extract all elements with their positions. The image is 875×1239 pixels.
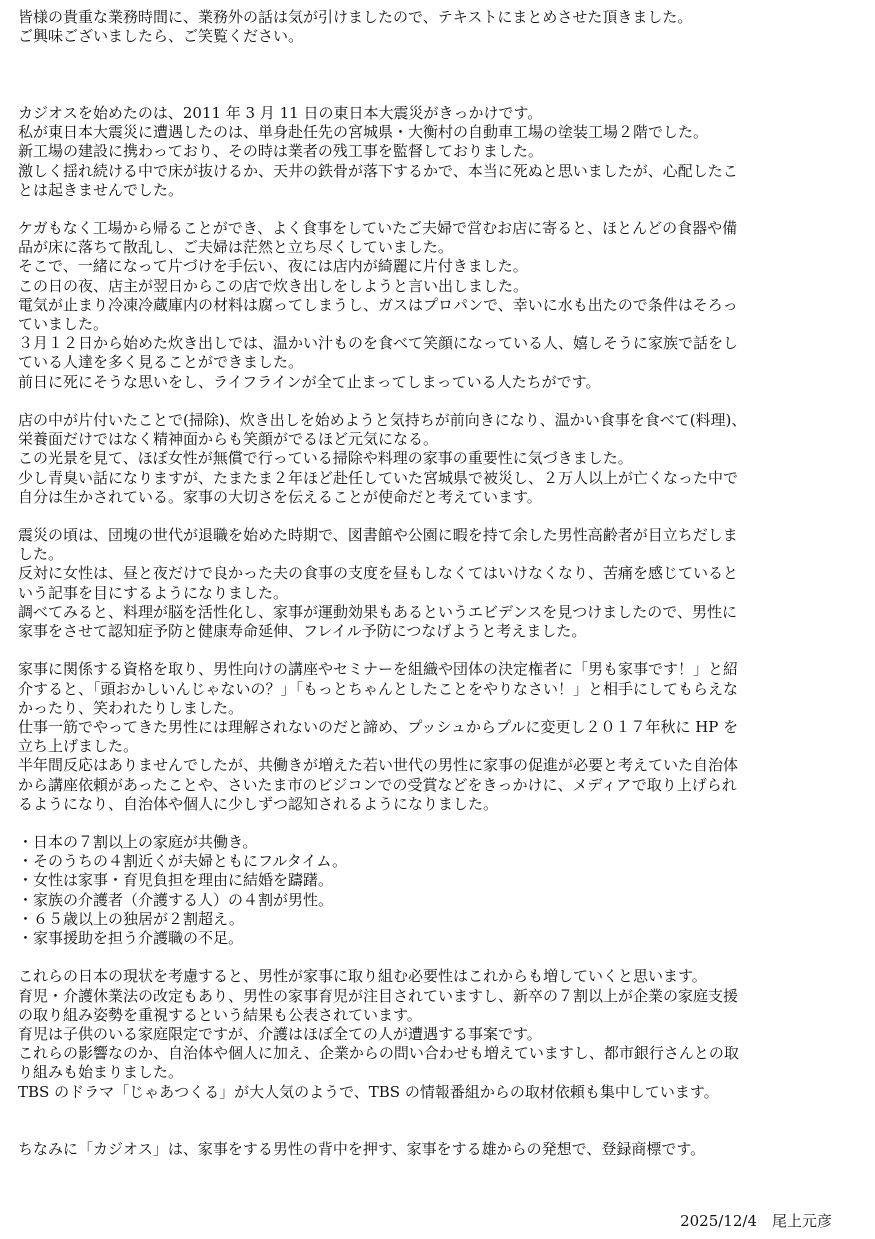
text-line: ていました。 (18, 315, 109, 333)
paragraph-spacer (18, 1102, 859, 1121)
text-line: るようになり、自治体や個人に少しずつ認知されるようになりました。 (18, 794, 499, 813)
text-line: かったり、笑われたりしました。 (18, 698, 244, 717)
paragraph (18, 219, 859, 411)
text-line: とは起きませんでした。 (18, 180, 184, 199)
text-line: 激しく揺れ続ける中で床が抜けるか、天井の鉄骨が落下するかで、本当に死ぬと思いましたが、心配したこ (18, 161, 738, 180)
paragraph-spacer (18, 392, 859, 411)
text-line: した。 (18, 545, 64, 564)
text-line: ・６５歳以上の独居が２割超え。 (18, 909, 244, 928)
text-line: カジオスを始めたのは、2011 年 3 月 11 日の東日本大震災がきっかけです。 (18, 103, 543, 122)
signature-line: 2025/12/4 尾上元彦 (680, 1212, 832, 1230)
paragraph-spacer (18, 948, 859, 967)
paragraph (18, 104, 859, 219)
text-line: 私が東日本大震災に遭遇したのは、単身赴任先の宮城県・大衡村の自動車工場の塗装工場２階でした。 (18, 123, 709, 142)
paragraph-spacer (18, 507, 859, 526)
paragraph-spacer (18, 200, 859, 219)
text-line: 電気が止まり冷凍冷蔵庫内の材料は腐ってしまうし、ガスはプロパンで、幸いに水も出たので条件はそろっ (18, 295, 738, 314)
paragraph (18, 967, 859, 1140)
text-line: 家事をさせて認知症予防と健康寿命延伸、フレイル予防につなげようと考えました。 (18, 622, 587, 640)
paragraph (18, 660, 859, 833)
text-line: ・家事援助を担う介護職の不足。 (18, 929, 244, 947)
paragraph-spacer (18, 1121, 859, 1140)
text-line: 調べてみると、料理が脳を活性化し、家事が運動効果もあるというエビデンスを見つけましたので、男性に (18, 602, 737, 621)
document-body (18, 8, 859, 1159)
text-line: ・日本の７割以上の家庭が共働き。 (18, 833, 258, 852)
text-line: そこで、一緒になって片づけを手伝い、夜には店内が綺麗に片付きました。 (18, 257, 528, 276)
text-line: この光景を見て、ほぼ女性が無償で行っている掃除や料理の家事の重要性に気づきました。 (18, 449, 633, 468)
text-line: 震災の頃は、団塊の世代が退職を始めた時期で、図書館や公園に暇を持て余した男性高齢者が目立ちだしま (18, 526, 738, 545)
paragraph-spacer (18, 66, 859, 85)
text-line: 前日に死にそうな思いをし、ライフラインが全て止まってしまっている人たちがです。 (18, 372, 601, 391)
text-line: ・そのうちの４割近くが夫婦ともにフルタイム。 (18, 852, 347, 871)
text-line: 半年間反応はありませんでしたが、共働きが増えた若い世代の男性に家事の促進が必要と考えていた自治体 (18, 756, 739, 775)
paragraph (18, 833, 859, 967)
text-line: ケガもなく工場から帰ることができ、よく食事をしていたご夫婦で営むお店に寄ると、ほとんどの食器や備 (18, 219, 738, 238)
text-line: いう記事を目にするようになりました。 (18, 583, 289, 602)
paragraph-spacer (18, 814, 859, 833)
text-line: り組みも始まりました。 (18, 1063, 184, 1082)
text-line: 栄養面だけではなく精神面からも笑顔がでるほど元気になる。 (18, 430, 439, 449)
paragraph-spacer (18, 46, 859, 65)
text-line: 育児・介護休業法の改定もあり、男性の家事育児が注目されていますし、新卒の７割以上が企業の家庭支援 (18, 986, 739, 1005)
text-line: 品が床に落ちて散乱し、ご夫婦は茫然と立ち尽くしていました。 (18, 238, 453, 257)
paragraph (18, 1140, 859, 1159)
paragraph-spacer (18, 85, 859, 104)
text-line: 反対に女性は、昼と夜だけで良かった夫の食事の支度を昼もしなくてはいけなくなり、苦痛を感じていると (18, 564, 739, 583)
text-line: ・家族の介護者（介護する人）の４割が男性。 (18, 890, 334, 909)
text-line: TBS のドラマ「じゃあつくる」が大人気のようで、TBS の情報番組からの取材依頼も集中しています。 (18, 1082, 719, 1101)
text-line: 仕事一筋でやってきた男性には理解されないのだと諦め、プッシュからプルに変更し２０１７年秋に HP を (18, 717, 739, 736)
text-line: これらの日本の現状を考慮すると、男性が家事に取り組む必要性はこれからも増していくと思います。 (18, 967, 707, 986)
text-line: 自分は生かされている。家事の大切さを伝えることが使命だと考えています。 (18, 487, 542, 506)
text-line: ３月１２日から始めた炊き出しでは、温かい汁ものを食べて笑顔になっている人、嬉しそうに家族で話をし (18, 334, 739, 353)
text-line: ている人達を多く見ることができました。 (18, 353, 304, 372)
text-line: 家事に関係する資格を取り、男性向けの講座やセミナーを組織や団体の決定権者に「男も家事です！」と紹 (18, 660, 739, 679)
text-line: 少し青臭い話になりますが、たまたま２年ほど赴任していた宮城県で被災し、２万人以上が亡くなった中で (18, 468, 739, 487)
text-line: ご興味ございましたら、ご笑覧ください。 (18, 27, 304, 46)
text-line: これらの影響なのか、自治体や個人に加え、企業からの問い合わせも増えていますし、都市銀行さんとの取 (18, 1044, 739, 1063)
text-line: 店の中が片付いたことで(掃除)、炊き出しを始めようと気持ちが前向きになり、温かい食事を食べて(料理)、 (18, 410, 747, 429)
text-line: 介すると、「頭おかしいんじゃないの？」「もっとちゃんとしたことをやりなさい！」と相手にしてもらえな (18, 679, 739, 698)
text-line: ちなみに「カジオス」は、家事をする男性の背中を押す、家事をする雄からの発想で、登録商標です。 (18, 1140, 706, 1159)
text-line: 新工場の建設に携わっており、その時は業者の残工事を監督しておりました。 (18, 142, 543, 161)
text-line: この日の夜、店主が翌日からこの店で炊き出しをしようと言い出しました。 (18, 276, 529, 295)
text-line: ・女性は家事・育児負担を理由に結婚を躊躇。 (18, 871, 334, 890)
text-line: 皆様の貴重な業務時間に、業務外の話は気が引けましたので、テキストにまとめさせた頂きました。 (18, 8, 693, 26)
text-line: の取り組み姿勢を重視するという結果も公表されています。 (18, 1005, 422, 1024)
paragraph (18, 411, 859, 526)
paragraph (18, 526, 859, 660)
paragraph (18, 8, 859, 104)
text-line: から講座依頼があったことや、さいたま市のビジコンでの受賞などをきっかけに、メディアで取り上げられ (18, 775, 737, 794)
text-line: 育児は子供のいる家庭限定ですが、介護はほぼ全ての人が遭遇する事案です。 (18, 1024, 542, 1043)
paragraph-spacer (18, 641, 859, 660)
text-line: 立ち上げました。 (18, 737, 139, 756)
